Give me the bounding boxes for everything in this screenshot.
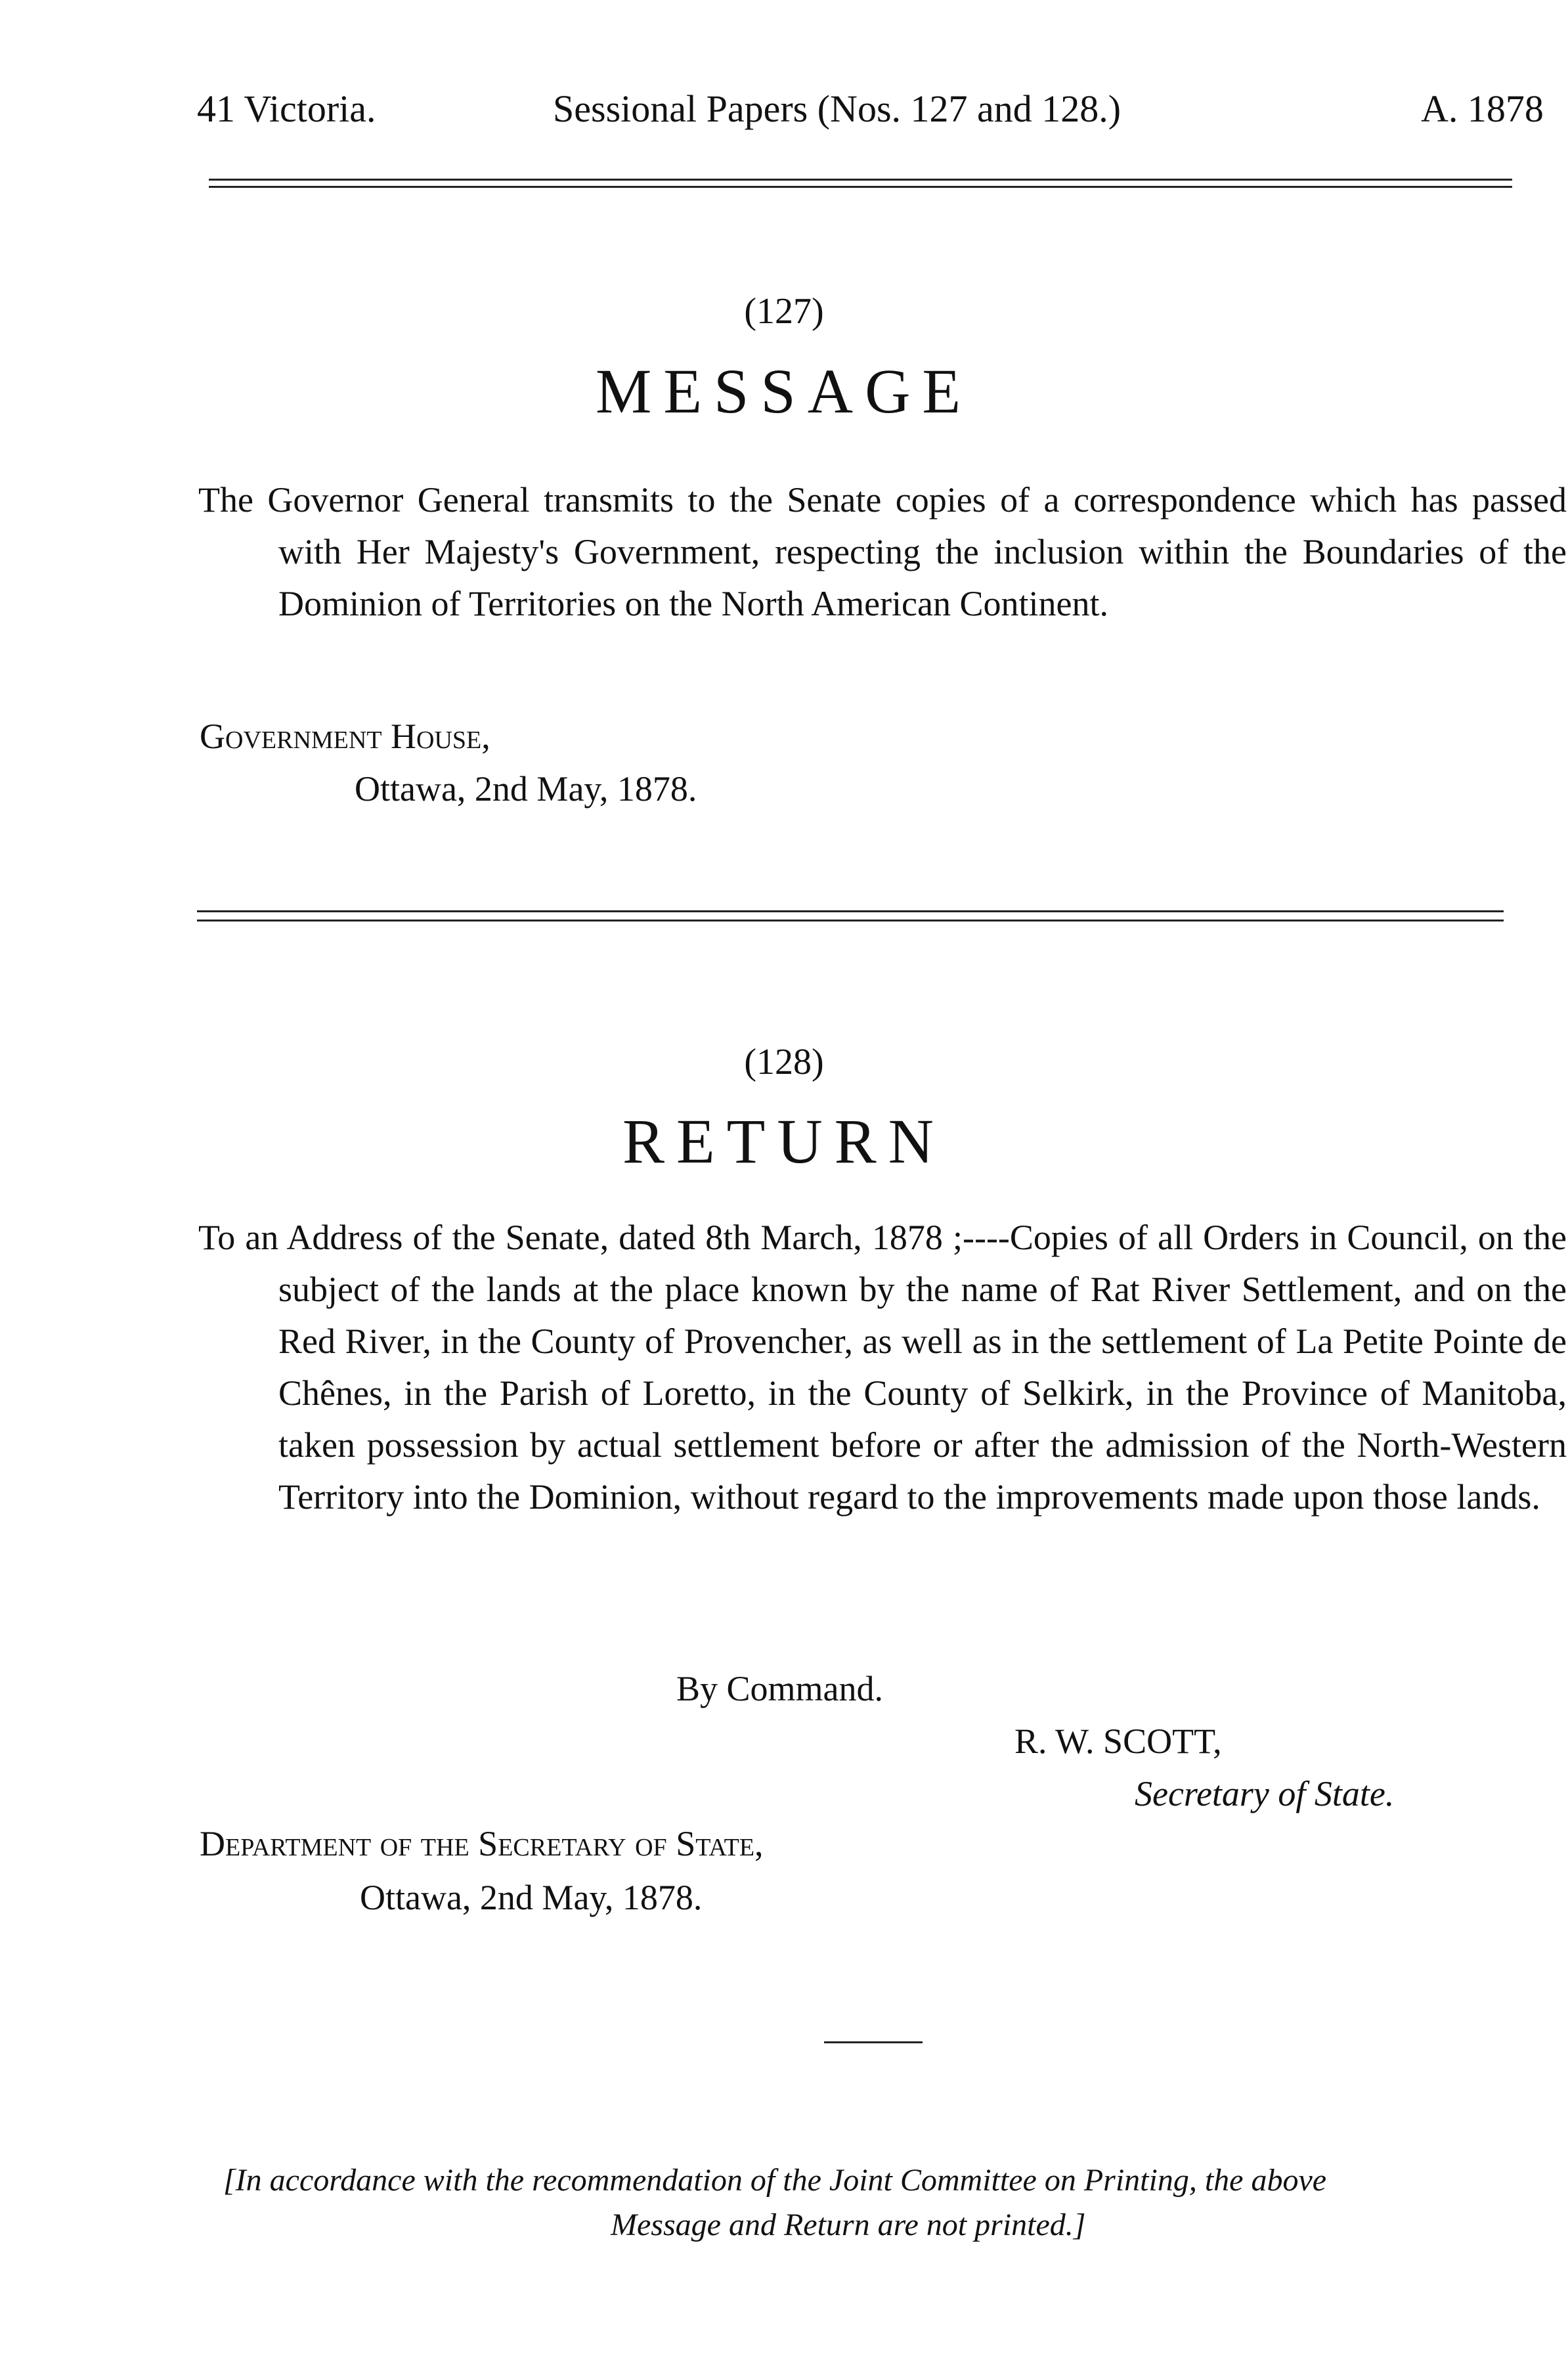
footnote-line-2: Message and Return are not printed.] bbox=[611, 2208, 1086, 2242]
header-sessional-papers: Sessional Papers (Nos. 127 and 128.) bbox=[553, 87, 1122, 130]
signatory-title: Secretary of State. bbox=[1135, 1774, 1395, 1813]
section-divider-top bbox=[197, 910, 1504, 912]
message-number: (127) bbox=[744, 291, 824, 332]
message-title: MESSAGE bbox=[595, 356, 973, 426]
signatory-name: R. W. SCOTT, bbox=[1014, 1721, 1222, 1761]
return-body: To an Address of the Senate, dated 8th March, 1878 ;----Copies of all Orders in Council, on the subject of the lands at the place known by the name of Rat River Settlement, and on the Red River, in the County of Provencher, as well as in the settlement of La Petite Pointe de Chênes, in the Parish of Loretto, in the County of Selkirk, in the Province of Manitoba, taken possession by actual settlement before or after the admission of the North-Western Territory into the Dominion, without regard to the improvements made upon those lands. bbox=[198, 1218, 1567, 1517]
department-name: Department of the Secretary of State, bbox=[200, 1824, 764, 1863]
header-session: 41 Victoria. bbox=[197, 87, 376, 130]
header-year: A. 1878 bbox=[1421, 87, 1544, 130]
return-number: (128) bbox=[744, 1042, 824, 1082]
header-rule-bottom bbox=[209, 186, 1512, 188]
by-command: By Command. bbox=[676, 1669, 884, 1708]
message-body: The Governor General transmits to the Senate copies of a correspondence which has passed with Her Majesty's Government, respecting the inclusion within the Boundaries of the Dominion of Territories on the North American Continent. bbox=[198, 480, 1567, 623]
section-divider-bottom bbox=[197, 920, 1504, 921]
message-date-line: Ottawa, 2nd May, 1878. bbox=[355, 769, 697, 809]
return-title: RETURN bbox=[622, 1106, 946, 1176]
header-rule-top bbox=[209, 179, 1512, 181]
footnote-line-1: [In accordance with the recommendation of the Joint Committee on Printing, the above bbox=[223, 2163, 1327, 2198]
short-divider bbox=[824, 2041, 923, 2043]
return-date-line: Ottawa, 2nd May, 1878. bbox=[360, 1878, 703, 1917]
message-place: Government House, bbox=[200, 717, 490, 756]
